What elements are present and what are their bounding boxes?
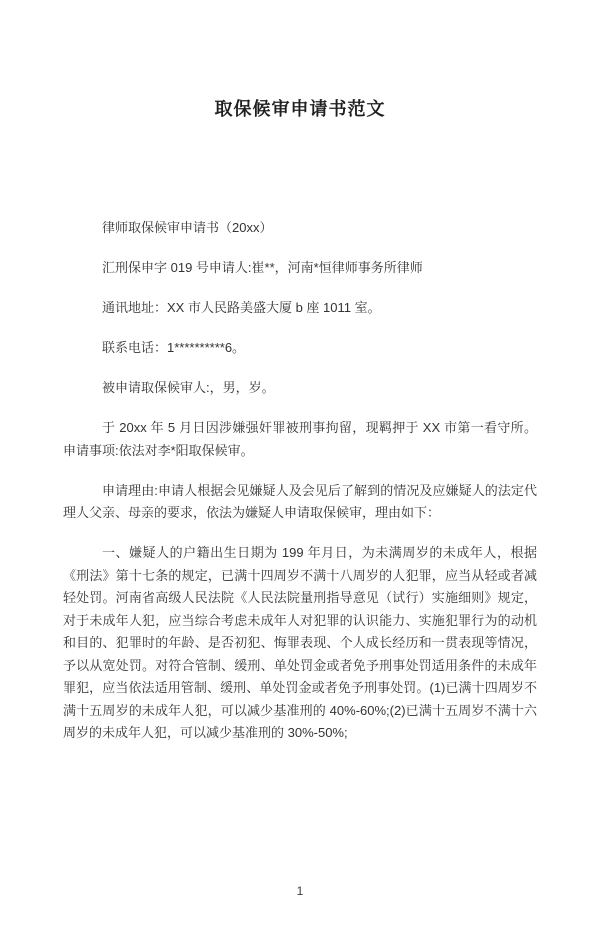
paragraph-contact-phone: 联系电话：1**********6。 xyxy=(102,340,246,355)
document-title: 取保候审申请书范文 xyxy=(214,99,386,119)
page-number: 1 xyxy=(296,884,304,898)
document-page xyxy=(0,97,600,945)
document-body xyxy=(0,97,600,745)
paragraph-application-reason-intro: 申请理由:申请人根据会见嫌疑人及会见后了解到的情况及应嫌疑人的法定代理人父亲、母亲的要求，依法为嫌疑人申请取保候审，理由如下： xyxy=(63,482,537,520)
paragraph-mailing-address: 通讯地址：XX 市人民路美盛大厦 b 座 1011 室。 xyxy=(102,300,381,315)
paragraph-detention-facts: 于 20xx 年 5 月日因涉嫌强奸罪被刑事拘留，现羁押于 XX 市第一看守所。申请事项:依法对李*阳取保候审。 xyxy=(63,420,537,458)
paragraph-reason-one: 一、嫌疑人的户籍出生日期为 199 年月日，为未满周岁的未成年人，根据《刑法》第十七条的规定，已满十四周岁不满十八周岁的人犯罪，应当从轻或者减轻处罚。河南省高级人民法院《人民法院量刑指导意见（试行）实施细则》规定，对于未成年人犯，应当综合考虑未成年人对犯罪的认识能力、实施犯罪行为的动机和目的、犯罪时的年龄、是否初犯、悔罪表现、个人成长经历和一贯表现等情况，予以从宽处罚。对符合管制、缓刑、单处罚金或者免予刑事处罚适用条件的未成年罪犯，应当依法适用管制、缓刑、单处罚金或者免予刑事处罚。(1)已满十四周岁不满十五周岁的未成年人犯，可以减少基准刑的 40%-60%;(2)已满十五周岁不满十六周岁的未成年人犯，可以减少基准刑的 30%-50%; xyxy=(63,545,537,740)
paragraph-case-number-applicant: 汇刑保申字 019 号申请人:崔**，河南*恒律师事务所律师 xyxy=(102,260,423,275)
paragraph-bail-subject: 被申请取保候审人:，男，岁。 xyxy=(102,380,275,395)
paragraph-letterhead: 律师取保候审申请书（20xx） xyxy=(102,220,273,235)
